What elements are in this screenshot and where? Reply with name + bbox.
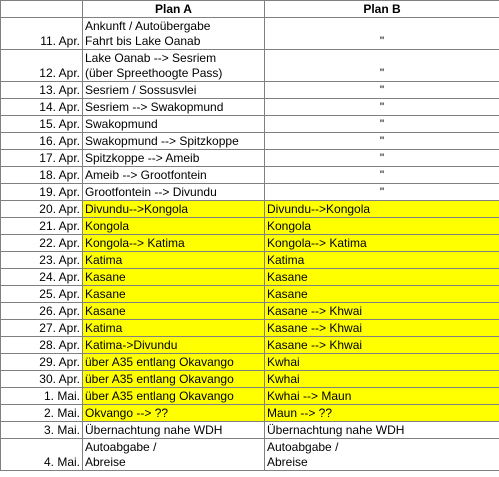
- table-row: [1, 82, 499, 99]
- plan-b-cell[interactable]: Kasane --> Khwai: [265, 320, 499, 337]
- table-row: [1, 50, 499, 82]
- table-row: [1, 286, 499, 303]
- date-cell[interactable]: 4. Mai.: [1, 439, 83, 471]
- plan-a-cell[interactable]: über A35 entlang Okavango: [83, 388, 265, 405]
- plan-b-cell[interactable]: Divundu-->Kongola: [265, 201, 499, 218]
- itinerary-rows: [1, 18, 499, 471]
- table-row: [1, 388, 499, 405]
- plan-b-cell[interactable]: ": [265, 82, 499, 99]
- plan-b-cell[interactable]: Kongola: [265, 218, 499, 235]
- date-cell[interactable]: 29. Apr.: [1, 354, 83, 371]
- plan-b-cell[interactable]: Kasane --> Khwai: [265, 303, 499, 320]
- plan-b-cell[interactable]: Katima: [265, 252, 499, 269]
- date-cell[interactable]: 23. Apr.: [1, 252, 83, 269]
- plan-a-cell[interactable]: Katima->Divundu: [83, 337, 265, 354]
- plan-b-cell[interactable]: ": [265, 150, 499, 167]
- table-row: [1, 133, 499, 150]
- plan-a-cell[interactable]: Okvango --> ??: [83, 405, 265, 422]
- date-cell[interactable]: 24. Apr.: [1, 269, 83, 286]
- date-cell[interactable]: 13. Apr.: [1, 82, 83, 99]
- plan-b-cell[interactable]: Kasane --> Khwai: [265, 337, 499, 354]
- date-cell[interactable]: 21. Apr.: [1, 218, 83, 235]
- plan-a-cell[interactable]: Autoabgabe / Abreise: [83, 439, 265, 471]
- plan-b-cell[interactable]: Maun --> ??: [265, 405, 499, 422]
- date-cell[interactable]: 17. Apr.: [1, 150, 83, 167]
- plan-b-cell[interactable]: Kwhai: [265, 354, 499, 371]
- date-cell[interactable]: 26. Apr.: [1, 303, 83, 320]
- plan-b-cell[interactable]: ": [265, 167, 499, 184]
- plan-b-cell[interactable]: Kwhai --> Maun: [265, 388, 499, 405]
- date-cell[interactable]: 25. Apr.: [1, 286, 83, 303]
- table-row: [1, 405, 499, 422]
- plan-a-cell[interactable]: Kasane: [83, 269, 265, 286]
- plan-a-cell[interactable]: Spitzkoppe --> Ameib: [83, 150, 265, 167]
- table-row: [1, 167, 499, 184]
- table-row: [1, 201, 499, 218]
- table-row: [1, 439, 499, 471]
- table-row: [1, 269, 499, 286]
- table-row: [1, 184, 499, 201]
- plan-a-cell[interactable]: Divundu-->Kongola: [83, 201, 265, 218]
- plan-b-cell[interactable]: Kasane: [265, 286, 499, 303]
- plan-b-cell[interactable]: Autoabgabe / Abreise: [265, 439, 499, 471]
- plan-a-cell[interactable]: Kasane: [83, 286, 265, 303]
- plan-a-cell[interactable]: Lake Oanab --> Sesriem (über Spreethoogte Pass): [83, 50, 265, 82]
- plan-b-cell[interactable]: ": [265, 116, 499, 133]
- plan-a-cell[interactable]: Swakopmund: [83, 116, 265, 133]
- table-row: [1, 371, 499, 388]
- plan-a-cell[interactable]: Übernachtung nahe WDH: [83, 422, 265, 439]
- header-cell-plan-b[interactable]: Plan B: [265, 1, 499, 18]
- table-row: [1, 320, 499, 337]
- date-cell[interactable]: 2. Mai.: [1, 405, 83, 422]
- plan-b-cell[interactable]: Kwhai: [265, 371, 499, 388]
- table-row: [1, 116, 499, 133]
- plan-b-cell[interactable]: ": [265, 184, 499, 201]
- plan-a-cell[interactable]: Sesriem --> Swakopmund: [83, 99, 265, 116]
- table-row: [1, 218, 499, 235]
- plan-b-cell[interactable]: ": [265, 18, 499, 50]
- header-cell-date[interactable]: [1, 1, 83, 18]
- table-row: [1, 18, 499, 50]
- table-row: [1, 422, 499, 439]
- plan-b-cell[interactable]: ": [265, 99, 499, 116]
- header-row: [1, 1, 499, 18]
- table-row: [1, 337, 499, 354]
- date-cell[interactable]: 1. Mai.: [1, 388, 83, 405]
- plan-a-cell[interactable]: Katima: [83, 320, 265, 337]
- date-cell[interactable]: 11. Apr.: [1, 18, 83, 50]
- table-row: [1, 235, 499, 252]
- table-row: [1, 354, 499, 371]
- plan-a-cell[interactable]: Kongola--> Katima: [83, 235, 265, 252]
- date-cell[interactable]: 16. Apr.: [1, 133, 83, 150]
- plan-a-cell[interactable]: Kongola: [83, 218, 265, 235]
- date-cell[interactable]: 30. Apr.: [1, 371, 83, 388]
- date-cell[interactable]: 19. Apr.: [1, 184, 83, 201]
- date-cell[interactable]: 22. Apr.: [1, 235, 83, 252]
- plan-b-cell[interactable]: Kasane: [265, 269, 499, 286]
- plan-a-cell[interactable]: Katima: [83, 252, 265, 269]
- plan-a-cell[interactable]: Kasane: [83, 303, 265, 320]
- plan-a-cell[interactable]: Swakopmund --> Spitzkoppe: [83, 133, 265, 150]
- plan-a-cell[interactable]: Sesriem / Sossusvlei: [83, 82, 265, 99]
- plan-b-cell[interactable]: ": [265, 50, 499, 82]
- table-row: [1, 303, 499, 320]
- plan-b-cell[interactable]: ": [265, 133, 499, 150]
- plan-a-cell[interactable]: über A35 entlang Okavango: [83, 371, 265, 388]
- plan-a-cell[interactable]: Ameib --> Grootfontein: [83, 167, 265, 184]
- date-cell[interactable]: 20. Apr.: [1, 201, 83, 218]
- date-cell[interactable]: 27. Apr.: [1, 320, 83, 337]
- date-cell[interactable]: 15. Apr.: [1, 116, 83, 133]
- date-cell[interactable]: 12. Apr.: [1, 50, 83, 82]
- plan-b-cell[interactable]: Übernachtung nahe WDH: [265, 422, 499, 439]
- table-row: [1, 99, 499, 116]
- plan-a-cell[interactable]: über A35 entlang Okavango: [83, 354, 265, 371]
- date-cell[interactable]: 14. Apr.: [1, 99, 83, 116]
- plan-a-cell[interactable]: Ankunft / Autoübergabe Fahrt bis Lake Oanab: [83, 18, 265, 50]
- plan-a-cell[interactable]: Grootfontein --> Divundu: [83, 184, 265, 201]
- date-cell[interactable]: 18. Apr.: [1, 167, 83, 184]
- header-cell-plan-a[interactable]: Plan A: [83, 1, 265, 18]
- table-row: [1, 150, 499, 167]
- date-cell[interactable]: 3. Mai.: [1, 422, 83, 439]
- date-cell[interactable]: 28. Apr.: [1, 337, 83, 354]
- table-row: [1, 252, 499, 269]
- plan-b-cell[interactable]: Kongola--> Katima: [265, 235, 499, 252]
